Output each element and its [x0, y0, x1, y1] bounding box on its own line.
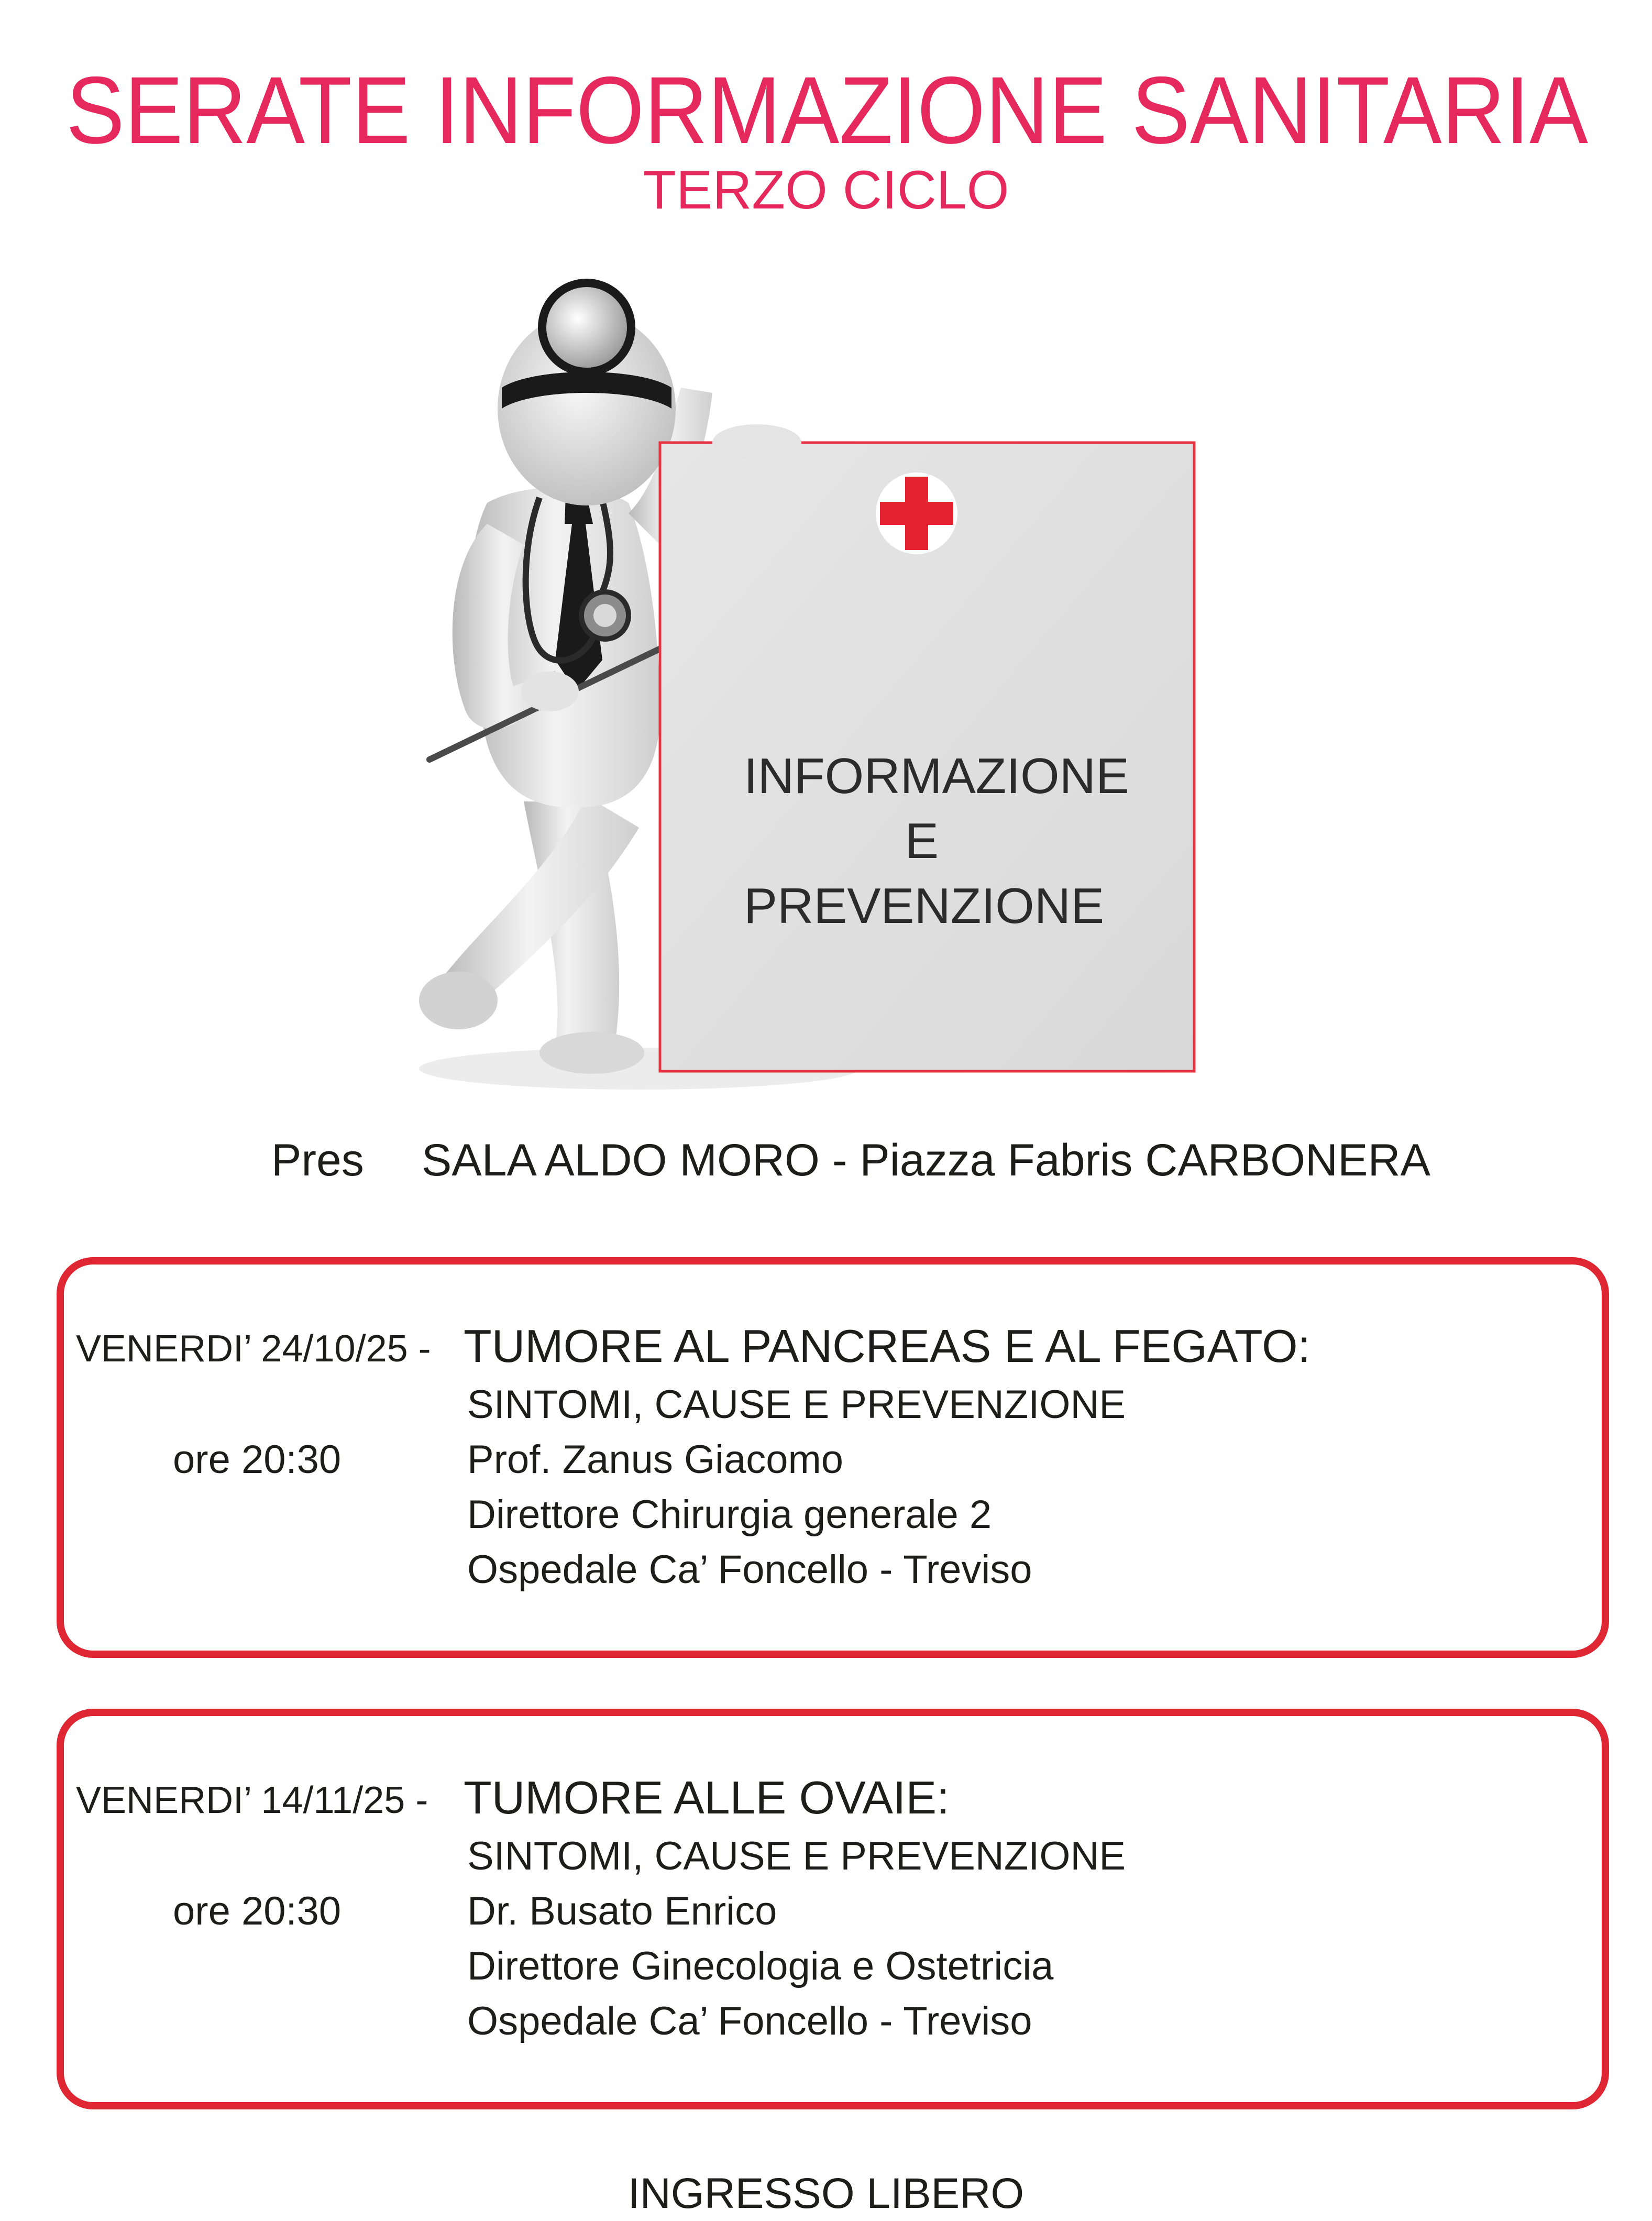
- event-2-subtopic: SINTOMI, CAUSE E PREVENZIONE: [467, 1834, 1126, 1878]
- event-1-speaker: Prof. Zanus Giacomo: [467, 1437, 844, 1482]
- board-line-prevenzione: PREVENZIONE: [744, 878, 1105, 934]
- event-1-topic: TUMORE AL PANCREAS E AL FEGATO:: [464, 1320, 1310, 1372]
- board-line-informazione: INFORMAZIONE: [744, 748, 1129, 804]
- page-subtitle: TERZO CICLO: [643, 160, 1009, 221]
- event-2-topic: TUMORE ALLE OVAIE:: [464, 1772, 950, 1823]
- event-2-hospital: Ospedale Ca’ Foncello - Treviso: [467, 1999, 1032, 2043]
- event-2-role: Direttore Ginecologia e Ostetricia: [467, 1944, 1054, 1988]
- event-1-hospital: Ospedale Ca’ Foncello - Treviso: [467, 1547, 1032, 1592]
- event-1-subtopic: SINTOMI, CAUSE E PREVENZIONE: [467, 1382, 1126, 1427]
- doctor-with-board-icon: [367, 230, 1257, 1110]
- venue-prefix: Pres: [271, 1135, 364, 1185]
- event-1-date: VENERDI’ 24/10/25 -: [76, 1328, 431, 1370]
- free-entry-label: INGRESSO LIBERO: [627, 2170, 1025, 2217]
- event-1-time: ore 20:30: [173, 1437, 342, 1482]
- venue-location: SALA ALDO MORO - Piazza Fabris CARBONERA: [422, 1135, 1430, 1185]
- event-2-time: ore 20:30: [173, 1889, 342, 1933]
- event-2-speaker: Dr. Busato Enrico: [467, 1889, 777, 1933]
- board-line-e: E: [905, 813, 939, 869]
- event-1-role: Direttore Chirurgia generale 2: [467, 1492, 992, 1537]
- event-2-date: VENERDI’ 14/11/25 -: [76, 1779, 428, 1821]
- page-title: SERATE INFORMAZIONE SANITARIA: [66, 57, 1588, 163]
